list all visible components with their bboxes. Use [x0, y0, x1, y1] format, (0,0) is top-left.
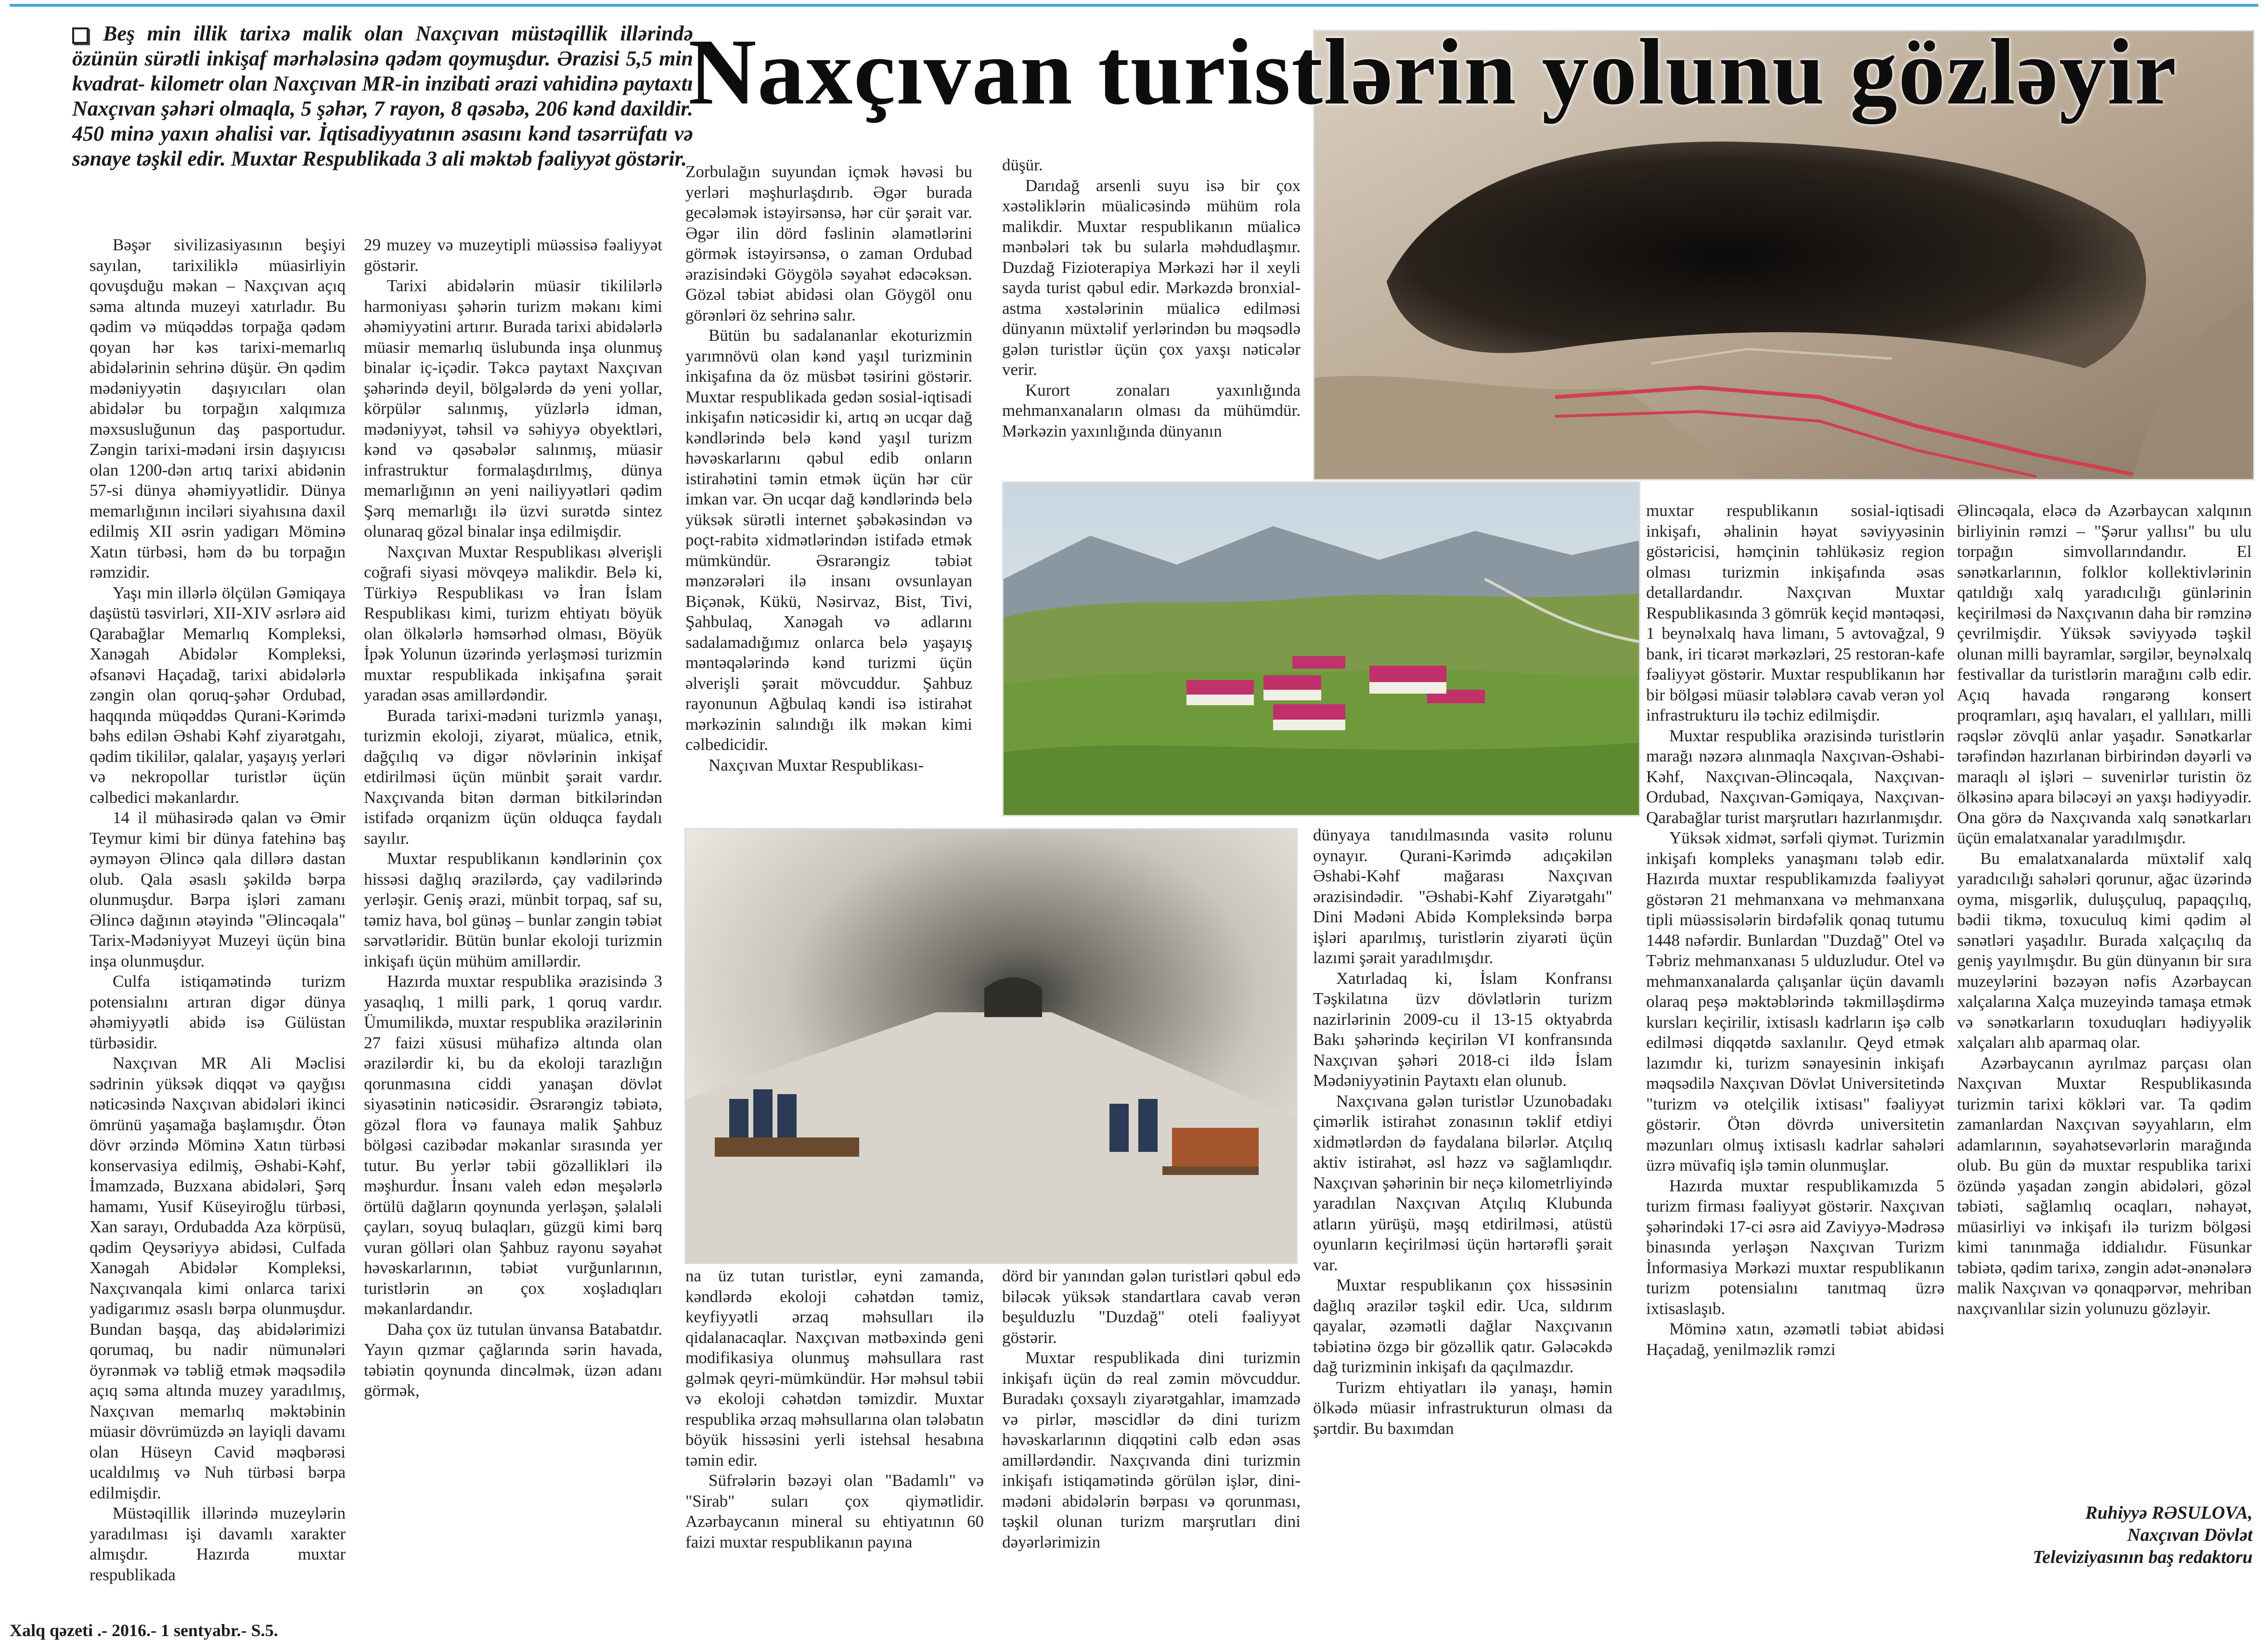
paragraph: Muxtar respublikada dini turizmin inkişafı üçün də real zəmin mövcuddur. Buradakı çoxsaylı ziyarətgahlar, imamzadə və pirlər, məscidlər də dini turizm həvəskarlarının diqqətini cəlb edən əsas amillərdəndir. Naxçıvanda dini turizmin inkişafı istiqamətində görülən işlər, dini-mədəni abidələrin bərpası və qorunması, təşkil olunan turizm marşrutları dini dəyərlərimizin — [1002, 1348, 1301, 1551]
paragraph: Süfrələrin bəzəyi olan "Badamlı" və "Sirab" suları çox qiymətlidir. Azərbaycanın mineral su ehtiyatının 60 faizi muxtar respublikanın payına — [685, 1471, 984, 1551]
paragraph: Burada tarixi-mədəni turizmlə yanaşı, turizmin ekoloji, ziyarət, müalicə, etnik, dağçılıq və digər növlərinin inkişaf etdirilməsi üçün münbit şərait vardır. Naxçıvanda bitən dərman bitkilərindən istifadə orqanizm üçün olduqca faydalı sayılır. — [364, 706, 662, 848]
paragraph: Bütün bu sadalananlar ekoturizmin yarımnövü olan kənd yaşıl turizminin inkişafına da öz müsbət təsirini göstərir. Muxtar respublikada gedən sosial-iqtisadi inkişafın nəticəsidir ki, artıq ən ucqar dağ kəndlərində belə kənd yaşıl turizm həvəskarlarını qəbul edib onların istirahətini təmin etmək üçün hər cür imkan var. Ən ucqar dağ kəndlərində belə yüksək sürətli internet şəbəkəsindən və poçt-rabitə xidmətlərindən istifadə etmək mümkündür. Əsrarəngiz təbiət mənzərələri ilə insanı ovsunlayan Biçənək, Kükü, Nəsirvaz, Bist, Tivi, Şahbulaq, Xanəgah və adlarını sadalamadığımız onlarca belə yaşayış məntəqələrində kənd turizmi üçün əlverişli şərait mövcuddur. Şahbuz rayonunun Ağbulaq kəndi isə istirahət mərkəzinin salındığı ilk məkan kimi cəlbedicidir. — [685, 326, 972, 754]
author-role: Naxçıvan Dövlət — [2127, 1525, 2253, 1545]
source-footer: Xalq qəzeti .- 2016.- 1 sentyabr.- S.5. — [10, 1621, 278, 1640]
paragraph: Tarixi abidələrin müasir tikililərlə harmoniyası şəhərin turizm məkanı kimi əhəmiyyətini artırır. Burada tarixi abidələrlə müasir memarlıq üslubunda inşa olunmuş binalar iç-içədir. Təkcə paytaxt Naxçıvan şəhərində deyil, bölgələrdə də yeni yollar, körpülər salınmış, yüzlərlə idman, mədəniyyət, təhsil və səhiyyə obyektləri, kənd və qəsəbələr salınmış, müasir infrastruktur formalaşdırılmış, dünya memarlığının ən yeni nailiyyətləri qədim Şərq memarlığı ilə üzvi surətdə sintez olunaraq gözəl binalar inşa edilmişdir. — [364, 276, 662, 541]
paragraph: 29 muzey və muzeytipli müəssisə fəaliyyət göstərir. — [364, 235, 662, 275]
paragraph: Yaşı min illərlə ölçülən Gəmiqaya daşüstü təsvirləri, XII-XIV əsrlərə aid Qarabağlar Memarlıq Kompleksi, Xanəgah Abidələr Kompleksi, əfsanəvi Haçadağ, tarixi abidələrlə zəngin olan qoruq-şəhər Ordubad, haqqında müqəddəs Qurani-Kərimdə bəhs edilən Əshabi Kəhf ziyarətgahı, qədim tikililər, qalalar, yaşayış yerləri və nekropollar turistlər üçün cəlbedici məkanlardır. — [90, 583, 346, 807]
paragraph: Bəşər sivilizasiyasının beşiyi sayılan, tarixiliklə müasirliyin qovuşduğu məkan – Naxçıvan açıq səma altında muzeyi xatırladır. Bu qədim və müqəddəs torpağa qədəm qoyan hər kəs tarixi-memarlıq abidələrinin sehrinə düşür. Ən qədim mədəniyyətin daşıyıcıları olan abidələr bu torpağın xalqımıza məxsusluğunun daş pasportudur. Zəngin tarixi-mədəni irsin daşıyıcısı olan 1200-dən artıq tarixi abidənin 57-si dünya əhəmiyyətlidir. Dünya memarlığının inciləri siyahısına daxil edilmiş XII əsrin yadigarı Möminə Xatın türbəsi, həm də bu torpağın rəmzidir. — [90, 235, 346, 581]
paragraph: dünyaya tanıdılmasında vasitə rolunu oynayır. Qurani-Kərimdə adıçəkilən Əshabi-Kəhf mağarası Naxçıvan ərazisindədir. "Əshabi-Kəhf Ziyarətgahı" Dini Mədəni Abidə Kompleksində bərpa işləri aparılmış, turistlərin ziyarəti üçün lazımi şərait yaradılmışdır. — [1313, 826, 1612, 967]
paragraph: düşür. — [1002, 155, 1043, 174]
paragraph: Azərbaycanın ayrılmaz parçası olan Naxçıvan Muxtar Respublikasında turizmin tarixi kökləri var. Ta qədim zamanlardan Naxçıvan səyyahların, elm adamlarının, səyahətsevərlərin marağında olub. Bu gün də muxtar respublika tarixi özündə yaşadan zəngin abidələri, gözəl təbiəti, sağlamlıq ocaqları, nəhayət, müasirliyi və inkişafı ilə turizm bölgəsi kimi tanınmağa iddialıdır. Füsunkar təbiətə, qədim tarixə, zəngin adət-ənənələrə malik Naxçıvan və qonaqpərvər, mehriban naxçıvanlılar sizin yolunuzu gözləyir. — [1957, 1053, 2252, 1318]
paragraph: Hazırda muxtar respublikamızda 5 turizm firması fəaliyyət göstərir. Naxçıvan şəhərindəki 17-ci əsrə aid Zaviyyə-Mədrəsə binasında yerləşən Naxçıvan Turizm İnformasiya Mərkəzi muxtar respublikanın turizm potensialını tanıtmaq üzrə ixtisaslaşıb. — [1646, 1176, 1945, 1318]
column-1 — [90, 235, 346, 1588]
paragraph: Bu emalatxanalarda müxtəlif xalq yaradıcılığı sahələri qorunur, ağac üzərində oyma, misgərlik, duluşçuluq, papaqçılıq, bədii tikmə, toxuculuq kimi qədim əl sənətləri yaşadılır. Burada xalçaçılıq da geniş yayılmışdır. Bu gün dünyanın bir sıra muzeylərini bəzəyən nəfis Azərbaycan xalçalarına Xalça muzeyində tamaşa etmək və sənətkarların toxuduqları hədiyyəlik xalçaları alıb aparmaq olar. — [1957, 849, 2252, 1052]
paragraph: Daha çox üz tutulan ünvansa Batabatdır. Yayın qızmar çağlarında sərin havada, təbiətin qoynunda dincəlmək, üzən adanı görmək, — [364, 1319, 662, 1400]
column-4-upper — [1002, 155, 1301, 477]
paragraph: Naxçıvan Muxtar Respublikası əlverişli coğrafi siyasi mövqeyə malikdir. Belə ki, Türkiyə Respublikası və İran İslam Respublikası kimi, turizm ehtiyatı böyük olan ölkələrlə həmsərhəd olması, Böyük İpək Yolunun üzərində yerləşməsi turizmin muxtar respublikada inkişafına şərait yaradan əsas amillərdəndir. — [364, 542, 662, 704]
author-signature — [1964, 1502, 2253, 1568]
paragraph: Muxtar respublika ərazisində turistlərin marağı nəzərə alınmaqla Naxçıvan-Əshabi-Kəhf, Naxçıvan-Əlincəqala, Naxçıvan-Ordubad, Naxçıvan-Gəmiqaya, Naxçıvan-Qarabağlar turist marşrutları hazırlanmışdır. — [1646, 726, 1945, 827]
column-3-upper — [685, 162, 972, 816]
column-2 — [364, 235, 662, 1588]
paragraph: Möminə xatın, əzəmətli təbiət abidəsi Haçadağ, yenilməzlik rəmzi — [1646, 1319, 1945, 1359]
paragraph: Yüksək xidmət, sərfəli qiymət. Turizmin inkişafı kompleks yanaşmanı tələb edir. Hazırda muxtar respublikamızda fəaliyyət göstərən 21 mehmanxana və mehmanxana tipli müəssisələrin birdəfəlik qonaq tutumu 1448 nəfərdir. Bunlardan "Duzdağ" Otel və Təbriz mehmanxanası 5 ulduzludur. Otel və mehmanxanalarda çalışanlar üçün davamlı olaraq peşə məktəblərində təkmilləşdirmə kursları keçirilir, ixtisaslı kadrların işə cəlb edilməsi diqqətdə saxlanılır. Qeyd etmək lazımdır ki, turizm sənayesinin inkişafı məqsədilə Naxçıvan Dövlət Universitetində "turizm və otelçilik ixtisası" fəaliyyət göstərir. Ötən dövrdə universitetin məzunları olmuş ixtisaslı kadrlar sahələri üzrə müvafiq işlə təmin olunmuşlar. — [1646, 828, 1945, 1174]
column-4-lower — [1002, 1266, 1301, 1593]
paragraph: dörd bir yanından gələn turistləri qəbul edə biləcək yüksək standartlara cavab verən beşulduzlu "Duzdağ" oteli fəaliyyət göstərir. — [1002, 1266, 1301, 1347]
paragraph: Zorbulağın suyundan içmək həvəsi bu yerləri məşhurlaşdırıb. Əgər burada gecələmək istəyirsənsə, hər cür şərait var. Əgər ilin dörd fəslinin əlamətlərini görmək istəyirsənsə, o zaman Ordubad ərazisindəki Göygölə səyahət edəcəksən. Gözəl təbiət abidəsi olan Göygöl onu görənləri öz sehrinə salır. — [685, 162, 972, 324]
paragraph: na üz tutan turistlər, eyni zamanda, kəndlərdə ekoloji cəhətdən təmiz, keyfiyyətli ərzaq məhsulları ilə qidalanacaqlar. Naxçıvan mətbəxində geni modifikasiya olunmuş məhsullara rast gəlmək qeyri-mümkündür. Hər məhsul təbii və ekoloji cəhətdən təmizdir. Muxtar respublika ərzaq məhsullarına olan tələbatın böyük hissəsini yerli istehsal hesabına təmin edir. — [685, 1266, 984, 1470]
column-3-lower — [685, 1266, 984, 1593]
column-5 — [1313, 825, 1612, 1595]
column-7 — [1957, 501, 2252, 1492]
paragraph: Darıdağ arsenli suyu isə bir çox xəstəliklərin müalicəsində mühüm rola malikdir. Muxtar respublikanın müalicə mənbələri tək bu sularla məhdudlaşmır. Duzdağ Fizioterapiya Mərkəzi hər il xeyli sayda turist qəbul edir. Mərkəzdə bronxial-astma xəstələrinin müalicə edilməsi dünyanın müxtəlif yerlərindən bu məqsədlə gələn turistlər üçün çox yaxşı nəticələr verir. — [1002, 176, 1301, 379]
paragraph: muxtar respublikanın sosial-iqtisadi inkişafı, əhalinin həyat səviyyəsinin göstəricisi, həmçinin təhlükəsiz region olması turizmin inkişafında əsas detallardandır. Naxçıvan Muxtar Respublikasında 3 gömrük keçid məntəqəsi, 1 beynəlxalq hava limanı, 5 avtovağzal, 9 bank, iri ticarət mərkəzləri, 25 restoran-kafe fəaliyyət göstərir. Muxtar respublikanın hər bir bölgəsi müasir tələblərə cavab verən yol infrastrukturu ilə təchiz edilmişdir. — [1646, 501, 1945, 724]
paragraph: Muxtar respublikanın kəndlərinin çox hissəsi dağlıq ərazilərdə, çay vadilərində yerləşir. Geniş ərazi, münbit torpaq, saf su, təmiz hava, bol günəş – bunlar zəngin təbiət sərvətləridir. Bütün bunlar ekoloji turizmin inkişafı üçün mühüm amillərdir. — [364, 849, 662, 970]
paragraph: Naxçıvana gələn turistlər Uzunobadakı çimərlik istirahət zonasının təklif etdiyi xidmətlərdən də faydalana bilərlər. Atçılıq aktiv istirahət, əsl həzz və sağlamlıqdır. Naxçıvan şəhərinin bir neçə kilometrliyində yaradılan Naxçıvan Atçılıq Klubunda atların yürüşü, məşq etdirilməsi, atüstü oyunların keçirilməsi üçün hərtərəfli şərait var. — [1313, 1091, 1612, 1274]
paragraph: Culfa istiqamətində turizm potensialını artıran digər dünya əhəmiyyətli abidə isə Gülüstan türbəsidir. — [90, 972, 346, 1052]
paragraph: Naxçıvan MR Ali Məclisi sədrinin yüksək diqqət və qayğısı nəticəsində Naxçıvan abidələri ikinci ömrünü yaşamağa başlamışdır. Ötən dövr ərzində Möminə Xatın türbəsi konservasiya edilmiş, Əshabi-Kəhf, İmamzadə, Buzxana abidələri, Şərq hamamı, Yusif Küseyiroğlu türbəsi, Xan sarayı, Ordubadda Aza körpüsü, qədim Qeysəriyyə abidəsi, Culfada Xanəgah Abidələr Kompleksi, Naxçıvanqala kimi onlarca tarixi yadigarımız əsaslı bərpa olunmuşdur. Bundan başqa, daş abidələrimizi qorumaq, bu nadir nümunələri öyrənmək və təbliğ etmək məqsədilə açıq səma altında muzey yaradılmış, Naxçıvan memarlıq məktəbinin müasir dövrümüzdə ən layiqli davamı olan Hüseyn Cavid məqbərəsi ucaldılmış və Nuh türbəsi bərpa edilmişdir. — [90, 1054, 346, 1502]
paragraph: Turizm ehtiyatları ilə yanaşı, həmin ölkədə müasir infrastrukturun olması da şərtdir. Bu baxımdan — [1313, 1378, 1612, 1438]
paragraph: 14 il mühasirədə qalan və Əmir Teymur kimi bir dünya fatehinə baş əyməyən Əlincə qala dillərə dastan olub. Qala əsaslı şəkildə bərpa olunmuşdur. Bərpa işləri zamanı Əlincə dağının ətəyində "Əlincəqala" Tarix-Mədəniyyət Muzeyi üçün bina inşa olunmuşdur. — [90, 808, 346, 970]
paragraph: Muxtar respublikanın çox hissəsinin dağlıq ərazilər təşkil edir. Uca, sıldırım qayalar, əzəmətli dağlar Naxçıvanın təbiətinə özgə bir gözəllik qatır. Gələcəkdə dağ turizminin inkişafı da qaçılmazdır. — [1313, 1276, 1612, 1376]
paragraph: Müstəqillik illərində muzeylərin yaradılması işi davamlı xarakter almışdır. Hazırda muxtar respublikada — [90, 1504, 346, 1584]
lead-text: Beş min illik tarixə malik olan Naxçıvan müstəqillik illərində özünün sürətli inkişaf mərhələsinə qədəm qoymuşdur. Ərazisi 5,5 min kvadrat- kilometr olan Naxçıvan MR-in inzibati ərazi vahidinə paytaxtı Naxçıvan şəhəri olmaqla, 5 şəhər, 7 rayon, 8 qəsəbə, 206 kənd daxildir. 450 minə yaxın əhalisi var. İqtisadiyyatının əsasını kənd təsərrüfatı və sənaye təşkil edir. Muxtar Respublikada 3 ali məktəb fəaliyyət göstərir. — [72, 22, 693, 170]
author-role: Televiziyasının baş redaktoru — [2033, 1547, 2253, 1567]
bullet-square-icon — [72, 27, 89, 44]
paragraph: Xatırladaq ki, İslam Konfransı Təşkilatına üzv dövlətlərin turizm nazirlərinin 2009-cu il 13-15 oktyabrda Bakı şəhərində keçirilən VI konfransında Naxçıvan şəhəri 2018-ci ildə İslam Mədəniyyətinin Paytaxtı elan olunub. — [1313, 968, 1612, 1090]
paragraph: Kurort zonaları yaxınlığında mehmanxanaların olması da mühümdür. Mərkəzin yaxınlığında dünyanın — [1002, 380, 1301, 440]
paragraph: Əlincəqala, eləcə də Azərbaycan xalqının birliyinin rəmzi – "Şərur yallısı" bu ulu torpağın simvollarındandır. El sənətkarlarının, folklor kollektivlərinin qatıldığı xalq yaradıcılığı günlərinin keçirilməsi də Naxçıvanın daha bir rəmzinə çevrilmişdir. Yüksək səviyyədə təşkil olunan milli bayramlar, sərgilər, beynəlxalq festivallar da turistlərin marağını cəlb edir. Açıq havada rəngarəng konsert proqramları, aşıq havaları, el yallıları, milli rəqslər zövqlü anlar yaşadır. Sənətkarlar tərəfindən hazırlanan birbirindən dəyərli və maraqlı əl işləri – suvenirlər turistin öz ölkəsinə apara biləcəyi ən yaxşı hədiyyədir. Ona görə də Naxçıvanda xalq sənətkarları üçün emalatxanalar yaradılmışdır. — [1957, 501, 2252, 847]
column-6 — [1646, 501, 1945, 1598]
paragraph: Hazırda muxtar respublika ərazisində 3 yasaqlıq, 1 milli park, 1 qoruq vardır. Ümumilikdə, muxtar respublika ərazilərinin 27 faizi xüsusi mühafizə altında olan ərazilərdir ki, bu da ekoloji tarazlığın qorunmasına ciddi yanaşan dövlət siyasətinin nəticəsidir. Əsrarəngiz təbiətə, gözəl flora və faunaya malik Şahbuz bölgəsi cazibədar məkanlar sırasında yer tutur. Bu yerlər təbii gözəllikləri ilə məşhurdur. İnsanı valeh edən meşələrlə örtülü dağların qoynunda yerləşən, şəlaləli çayları, soyuq bulaqları, güzgü kimi bərq vuran gölləri olan Şahbuz rayonu səyahət həvəskarlarının, təbiət vurğunlarının, turistlərin ən çox xoşladıqları məkanlardandır. — [364, 972, 662, 1318]
headline: Naxçıvan turistlərin yolunu gözləyir — [688, 20, 2178, 124]
lead-paragraph — [72, 21, 693, 171]
valley-resort-photo — [1002, 481, 1640, 816]
top-rule — [10, 4, 2258, 7]
salt-mine-tunnel-photo — [684, 828, 1298, 1264]
paragraph: Naxçıvan Muxtar Respublikası- — [709, 755, 924, 774]
author-name: Ruhiyyə RƏSULOVA, — [2085, 1503, 2253, 1523]
